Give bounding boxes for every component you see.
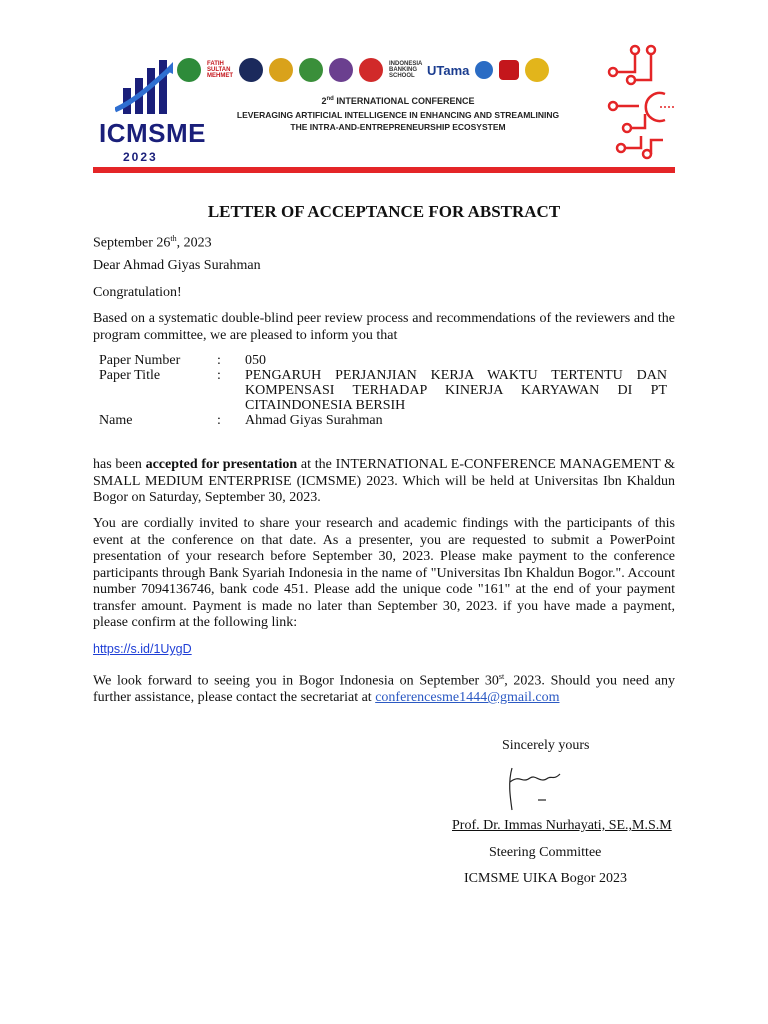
partner-fatih: FATIH SULTAN MEHMET: [207, 61, 233, 79]
growth-chart-icon: [115, 58, 175, 114]
forward-mid: , 2023. Should you need any further assistance, please contact the secretariat at: [93, 673, 675, 706]
conf-line3: THE INTRA-AND-ENTREPRENEURSHIP ECOSYSTEM: [290, 122, 506, 132]
detail-value: PENGARUH PERJANJIAN KERJA WAKTU TERTENTU DAN KOMPENSASI TERHADAP KINERJA KARYAWAN DI PT CITAINDONESIA BERSIH: [245, 368, 667, 413]
letter-title: LETTER OF ACCEPTANCE FOR ABSTRACT: [207, 202, 561, 221]
logo-text: ICMSME: [99, 118, 206, 148]
partner-logo-icon: [475, 61, 493, 79]
conf-ordinal-sup: nd: [326, 96, 334, 102]
banner-red-strip: [93, 167, 675, 173]
intro-paragraph: Based on a systematic double-blind peer review process and recommendations of the reviewers and the program committee, we are pleased to inform you that: [93, 311, 675, 343]
partner-logo-icon: [177, 58, 201, 82]
confirmation-link[interactable]: https://s.id/1UygD: [93, 642, 192, 656]
paper-details: [99, 353, 667, 428]
secretariat-email-link[interactable]: conferencesme1444@gmail.com: [375, 690, 560, 706]
acceptance-paragraph: [93, 457, 675, 507]
signer-role: Steering Committee: [489, 845, 602, 860]
partner-logo-icon: [269, 58, 293, 82]
greeting: Dear Ahmad Giyas Surahman: [93, 258, 261, 273]
conference-heading: [193, 96, 603, 133]
date-sup: th: [170, 234, 177, 243]
detail-label: Name: [99, 413, 133, 428]
detail-colon: :: [217, 353, 221, 368]
detail-colon: :: [217, 368, 221, 383]
signer-organization: ICMSME UIKA Bogor 2023: [464, 871, 627, 886]
partner-logo-icon: [499, 60, 519, 80]
accepted-post: at the INTERNATIONAL E-CONFERENCE MANAGEMENT & SMALL MEDIUM ENTERPRISE (ICMSME) 2023. Which will be held at Universitas Ibn Khaldun Bogor on Saturday, September 30, 2023.: [93, 457, 675, 505]
detail-row: [99, 353, 667, 368]
detail-label: Paper Number: [99, 353, 181, 368]
date-main: September 26: [93, 235, 171, 251]
detail-row: [99, 413, 667, 428]
conf-line1: INTERNATIONAL CONFERENCE: [333, 96, 475, 106]
conference-banner: [93, 44, 675, 173]
detail-row: [99, 368, 667, 413]
detail-value: 050: [245, 353, 266, 368]
partner-logo-icon: [299, 58, 323, 82]
accepted-pre: has been: [93, 457, 146, 472]
partner-logo-icon: [329, 58, 353, 82]
date-year: , 2023: [176, 235, 212, 251]
signature-image: [500, 762, 568, 818]
letter-date: [93, 231, 675, 252]
invitation-paragraph: You are cordially invited to share your research and academic findings with the participants of this event at the conference on that date. As a presenter, you are requested to submit a PowerPoint presentation of your research before September 30, 2023. Please make payment to the conference participants through Bank Syariah Indonesia in the name of "Universitas Ibn Khaldun Bogor.". Account number 7094136746, bank code 451. Please add the unique code "161" at the end of your payment transfer amount. Payment is made no later than September 30, 2023. if you have made a payment, please confirm at the following link:: [93, 516, 675, 630]
detail-value: Ahmad Giyas Surahman: [245, 413, 383, 428]
conf-ordinal: 2: [321, 96, 327, 106]
closing-paragraph: [93, 669, 675, 707]
detail-colon: :: [217, 413, 221, 428]
forward-sup: st: [498, 672, 505, 681]
partner-utama: UTama: [427, 62, 470, 78]
circuit-decoration-icon: [605, 44, 675, 166]
conf-line2: LEVERAGING ARTIFICIAL INTELLIGENCE IN ENHANCING AND STREAMLINING: [236, 110, 560, 120]
detail-label: Paper Title: [99, 368, 161, 383]
logo-year: 2023: [123, 150, 158, 164]
forward-pre: We look forward to seeing you in Bogor Indonesia on September 30: [93, 673, 499, 689]
partner-logo-icon: [239, 58, 263, 82]
signer-name: Prof. Dr. Immas Nurhayati, SE.,M.S.M: [452, 818, 672, 833]
partner-banking: INDONESIA BANKING SCHOOL: [389, 61, 423, 79]
partner-logo-icon: [359, 58, 383, 82]
sincerely: Sincerely yours: [502, 738, 590, 753]
icmsme-logo: [99, 58, 206, 168]
partner-logos: [177, 56, 607, 84]
accepted-bold: accepted for presentation: [145, 457, 298, 472]
partner-logo-icon: [525, 58, 549, 82]
congratulation: Congratulation!: [93, 285, 182, 300]
